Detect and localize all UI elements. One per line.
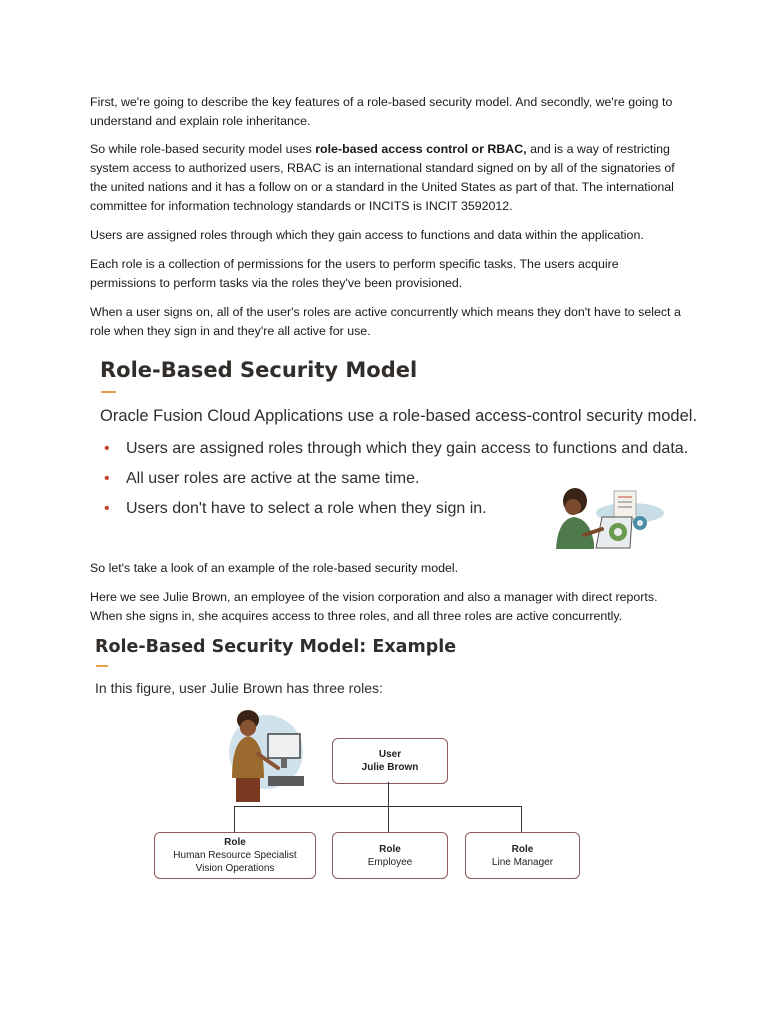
intro-paragraph-4: Each role is a collection of permissions for the users to perform specific tasks. The users acquire permissions to perform tasks via the roles they've been provisioned. <box>90 257 619 290</box>
intro-paragraph-2 <box>90 140 686 216</box>
slide2-title: Role-Based Security Model: Example <box>95 637 457 657</box>
slide1-accent-line <box>101 391 116 393</box>
person-with-gears-illustration <box>550 485 668 551</box>
bullet-dot: • <box>104 500 110 517</box>
connector-to-role-manager <box>521 806 522 832</box>
p2-text-start: So while role-based security model uses <box>90 142 316 156</box>
slide1-subtitle: Oracle Fusion Cloud Applications use a role-based access-control security model. <box>100 407 698 425</box>
role-box-line-manager <box>465 832 580 879</box>
role-label: Role <box>511 843 534 855</box>
p2-text-end: and is a way of restricting system access to authorized users, RBAC is an international standard signed on by all of the signatories of the united nations and it has a follow on or a standard in the United States as part of that. The international committee for information technology standards or INCITS is INCIT 3592012. <box>90 142 675 213</box>
role-name: Human Resource Specialist <box>173 850 297 861</box>
julie-brown-illustration <box>228 708 308 804</box>
role-label: Role <box>224 837 246 848</box>
bullet-dot: • <box>104 470 110 487</box>
connector-to-role-employee <box>388 806 389 832</box>
intro-paragraph-3: Users are assigned roles through which they gain access to functions and data within the application. <box>90 228 644 242</box>
middle-paragraph-1: So let's take a look of an example of the role-based security model. <box>90 561 459 575</box>
role-name: Employee <box>367 856 413 868</box>
connector-horizontal <box>234 806 522 807</box>
bullet-dot: • <box>104 440 110 457</box>
p2-bold-text: role-based access control or RBAC, <box>315 142 527 156</box>
bullet-text: Users are assigned roles through which they gain access to functions and data. <box>126 440 689 457</box>
middle-paragraph-2: Here we see Julie Brown, an employee of the vision corporation and also a manager with direct reports. When she signs in, she acquires access to three roles, and all three roles are active concurrently. <box>90 590 658 623</box>
intro-paragraph-1: First, we're going to describe the key features of a role-based security model. And secondly, we're going to understand and explain role inheritance. <box>90 95 673 128</box>
user-box-julie-brown <box>332 738 448 784</box>
user-box-label: User <box>378 749 402 760</box>
user-box-name: Julie Brown <box>361 762 419 773</box>
role-name: Line Manager <box>491 856 554 868</box>
role-org: Vision Operations <box>195 863 275 874</box>
intro-paragraph-5: When a user signs on, all of the user's roles are active concurrently which means they don't have to select a role when they sign in and they're all active for use. <box>90 305 681 338</box>
role-label: Role <box>379 843 401 855</box>
slide1-title: Role-Based Security Model <box>100 358 418 382</box>
slide2-subtitle: In this figure, user Julie Brown has three roles: <box>95 680 383 696</box>
role-box-employee <box>332 832 448 879</box>
bullet-text: All user roles are active at the same time. <box>126 470 420 487</box>
bullet-text: Users don't have to select a role when they sign in. <box>126 500 487 517</box>
slide2-accent-line <box>96 665 108 667</box>
bullet-item <box>104 434 688 464</box>
connector-vertical-main <box>388 782 389 806</box>
connector-to-role-hr <box>234 806 235 832</box>
role-box-hr-specialist <box>154 832 316 879</box>
